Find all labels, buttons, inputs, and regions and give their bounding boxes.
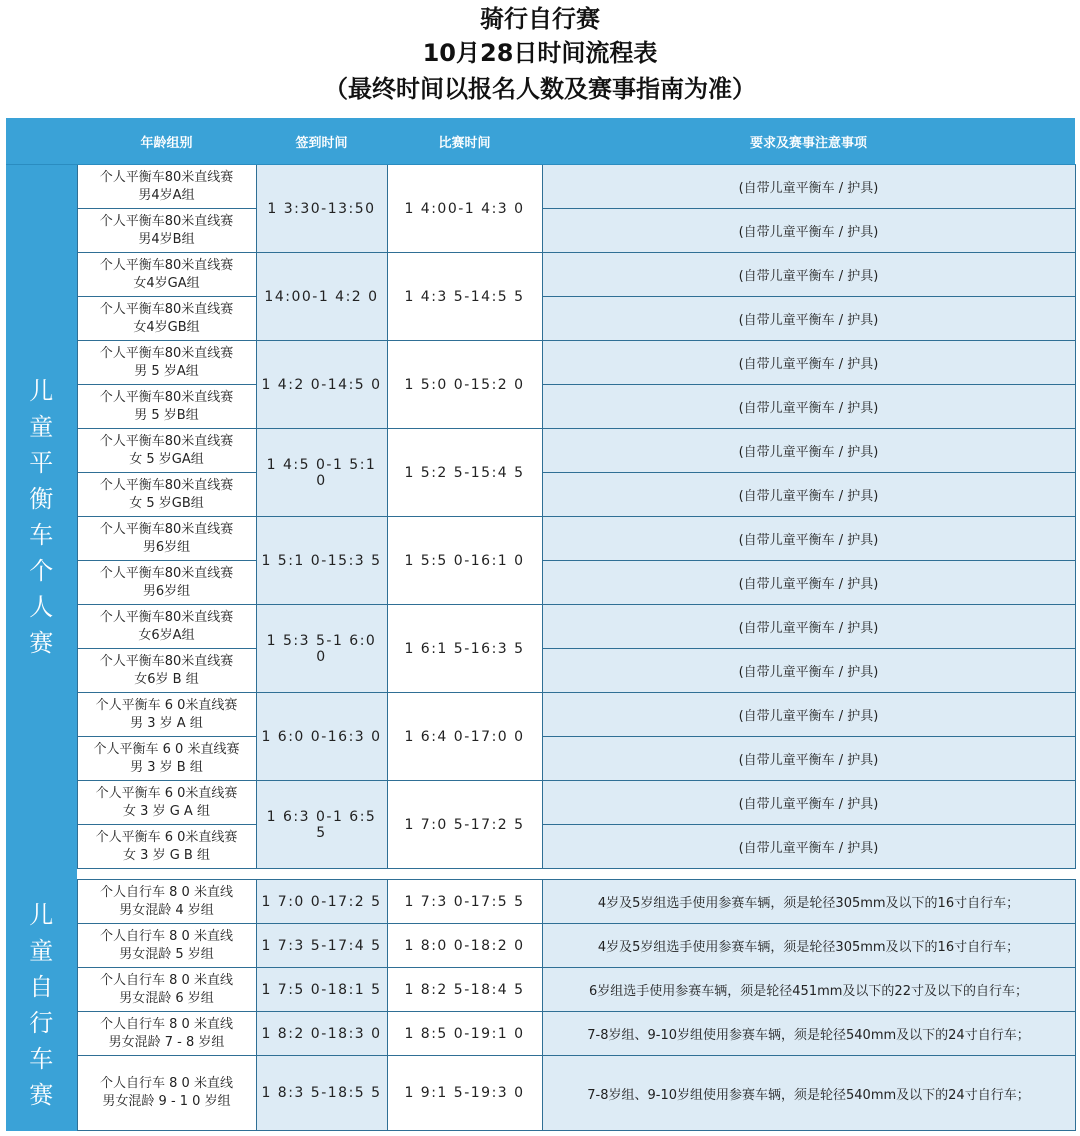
header-row [6, 118, 1075, 165]
title-line-3: （最终时间以报名人数及赛事指南为准） [324, 75, 756, 103]
notes-cell: 4岁及5岁组选手使用参赛车辆，须是轮径305mm及以下的16寸自行车； [542, 924, 1075, 968]
schedule-table [6, 118, 1076, 1131]
notes-cell: (自带儿童平衡车 / 护具) [542, 517, 1075, 561]
checkin-time-cell: 1 4:2 0-14:5 0 [256, 341, 387, 429]
notes-cell: (自带儿童平衡车 / 护具) [542, 649, 1075, 693]
age-group-cell: 个人自行车 8 0 米直线 男女混龄 4 岁组 [77, 880, 256, 924]
title-line-1: 骑行自行赛 [480, 5, 600, 33]
header-race-time: 比赛时间 [387, 118, 542, 165]
checkin-time-cell: 1 6:3 0-1 6:5 5 [256, 781, 387, 869]
age-group-cell: 个人平衡车80米直线赛 男 5 岁B组 [77, 385, 256, 429]
age-group-cell: 个人自行车 8 0 米直线 男女混龄 7 - 8 岁组 [77, 1012, 256, 1056]
age-group-cell: 个人自行车 8 0 米直线 男女混龄 9 - 1 0 岁组 [77, 1056, 256, 1131]
checkin-time-cell: 1 3:30-13:50 [256, 165, 387, 253]
checkin-time-cell: 1 5:3 5-1 6:0 0 [256, 605, 387, 693]
checkin-time-cell: 1 4:5 0-1 5:1 0 [256, 429, 387, 517]
table-row [6, 341, 1075, 385]
age-group-cell: 个人自行车 8 0 米直线 男女混龄 6 岁组 [77, 968, 256, 1012]
age-group-cell: 个人平衡车 6 0米直线赛 女 3 岁 G A 组 [77, 781, 256, 825]
age-group-cell: 个人平衡车80米直线赛 男6岁组 [77, 561, 256, 605]
notes-cell: (自带儿童平衡车 / 护具) [542, 473, 1075, 517]
race-time-cell: 1 6:4 0-17:0 0 [387, 693, 542, 781]
notes-cell: (自带儿童平衡车 / 护具) [542, 165, 1075, 209]
checkin-time-cell: 1 5:1 0-15:3 5 [256, 517, 387, 605]
age-group-cell: 个人平衡车80米直线赛 女 5 岁GB组 [77, 473, 256, 517]
notes-cell: (自带儿童平衡车 / 护具) [542, 341, 1075, 385]
table-row [6, 1012, 1075, 1056]
header-notes: 要求及赛事注意事项 [542, 118, 1075, 165]
table-row [6, 165, 1075, 209]
age-group-cell: 个人自行车 8 0 米直线 男女混龄 5 岁组 [77, 924, 256, 968]
separator-left [6, 869, 77, 880]
header-corner [6, 118, 77, 165]
checkin-time-cell: 1 7:3 5-17:4 5 [256, 924, 387, 968]
header-checkin-time: 签到时间 [256, 118, 387, 165]
race-time-cell: 1 4:3 5-14:5 5 [387, 253, 542, 341]
table-row [6, 517, 1075, 561]
age-group-cell: 个人平衡车 6 0米直线赛 女 3 岁 G B 组 [77, 825, 256, 869]
age-group-cell: 个人平衡车 6 0 米直线赛 男 3 岁 B 组 [77, 737, 256, 781]
notes-cell: (自带儿童平衡车 / 护具) [542, 209, 1075, 253]
race-time-cell: 1 8:0 0-18:2 0 [387, 924, 542, 968]
notes-cell: 4岁及5岁组选手使用参赛车辆，须是轮径305mm及以下的16寸自行车； [542, 880, 1075, 924]
header-age-group: 年龄组别 [77, 118, 256, 165]
age-group-cell: 个人平衡车80米直线赛 男6岁组 [77, 517, 256, 561]
table-row [6, 429, 1075, 473]
category-balance-bike: 儿 童 平 衡 车 个 人 赛 [6, 165, 77, 869]
notes-cell: (自带儿童平衡车 / 护具) [542, 561, 1075, 605]
race-time-cell: 1 5:5 0-16:1 0 [387, 517, 542, 605]
notes-cell: (自带儿童平衡车 / 护具) [542, 429, 1075, 473]
age-group-cell: 个人平衡车80米直线赛 男 5 岁A组 [77, 341, 256, 385]
table-row [6, 924, 1075, 968]
race-time-cell: 1 8:2 5-18:4 5 [387, 968, 542, 1012]
notes-cell: (自带儿童平衡车 / 护具) [542, 253, 1075, 297]
checkin-time-cell: 1 8:2 0-18:3 0 [256, 1012, 387, 1056]
checkin-time-cell: 1 6:0 0-16:3 0 [256, 693, 387, 781]
section-separator [6, 869, 1075, 880]
table-row [6, 1056, 1075, 1131]
notes-cell: 6岁组选手使用参赛车辆，须是轮径451mm及以下的22寸及以下的自行车； [542, 968, 1075, 1012]
race-time-cell: 1 8:5 0-19:1 0 [387, 1012, 542, 1056]
race-time-cell: 1 7:3 0-17:5 5 [387, 880, 542, 924]
checkin-time-cell: 1 8:3 5-18:5 5 [256, 1056, 387, 1131]
separator-blank [77, 869, 1075, 880]
age-group-cell: 个人平衡车80米直线赛 女4岁GB组 [77, 297, 256, 341]
age-group-cell: 个人平衡车80米直线赛 男4岁B组 [77, 209, 256, 253]
table-row [6, 605, 1075, 649]
age-group-cell: 个人平衡车80米直线赛 女6岁A组 [77, 605, 256, 649]
checkin-time-cell: 1 7:5 0-18:1 5 [256, 968, 387, 1012]
table-row [6, 880, 1075, 924]
race-time-cell: 1 6:1 5-16:3 5 [387, 605, 542, 693]
notes-cell: (自带儿童平衡车 / 护具) [542, 297, 1075, 341]
notes-cell: 7-8岁组、9-10岁组使用参赛车辆，须是轮径540mm及以下的24寸自行车； [542, 1056, 1075, 1131]
age-group-cell: 个人平衡车80米直线赛 女6岁 B 组 [77, 649, 256, 693]
race-time-cell: 1 7:0 5-17:2 5 [387, 781, 542, 869]
notes-cell: (自带儿童平衡车 / 护具) [542, 781, 1075, 825]
race-time-cell: 1 5:0 0-15:2 0 [387, 341, 542, 429]
race-time-cell: 1 5:2 5-15:4 5 [387, 429, 542, 517]
table-row [6, 968, 1075, 1012]
notes-cell: 7-8岁组、9-10岁组使用参赛车辆，须是轮径540mm及以下的24寸自行车； [542, 1012, 1075, 1056]
age-group-cell: 个人平衡车80米直线赛 女 5 岁GA组 [77, 429, 256, 473]
race-time-cell: 1 4:00-1 4:3 0 [387, 165, 542, 253]
checkin-time-cell: 1 7:0 0-17:2 5 [256, 880, 387, 924]
table-row [6, 693, 1075, 737]
notes-cell: (自带儿童平衡车 / 护具) [542, 737, 1075, 781]
table-row [6, 253, 1075, 297]
age-group-cell: 个人平衡车 6 0米直线赛 男 3 岁 A 组 [77, 693, 256, 737]
notes-cell: (自带儿童平衡车 / 护具) [542, 693, 1075, 737]
notes-cell: (自带儿童平衡车 / 护具) [542, 385, 1075, 429]
checkin-time-cell: 14:00-1 4:2 0 [256, 253, 387, 341]
category-bicycle: 儿 童 自 行 车 赛 [6, 880, 77, 1131]
table-row [6, 781, 1075, 825]
age-group-cell: 个人平衡车80米直线赛 男4岁A组 [77, 165, 256, 209]
age-group-cell: 个人平衡车80米直线赛 女4岁GA组 [77, 253, 256, 297]
notes-cell: (自带儿童平衡车 / 护具) [542, 605, 1075, 649]
title-line-2: 10月28日时间流程表 [422, 39, 658, 67]
race-time-cell: 1 9:1 5-19:3 0 [387, 1056, 542, 1131]
notes-cell: (自带儿童平衡车 / 护具) [542, 825, 1075, 869]
